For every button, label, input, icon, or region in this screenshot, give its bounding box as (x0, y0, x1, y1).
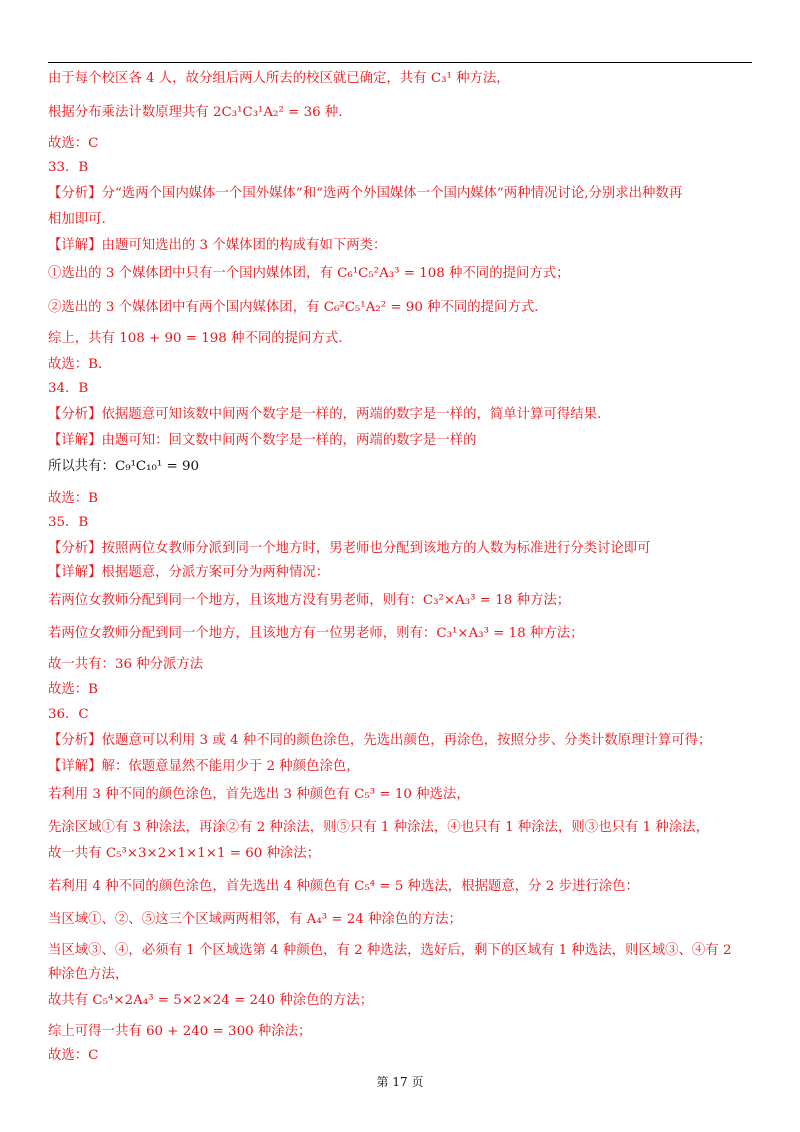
text-line: 【详解】由题可知：回文数中间两个数字是一样的，两端的数字是一样的 (48, 433, 477, 448)
text-line: 故选：C (48, 136, 99, 151)
text-line: 若两位女教师分配到同一个地方，且该地方没有男老师，则有：C₃²×A₃³ = 18 种方法； (48, 593, 571, 608)
text-line: 故选：C (48, 1048, 99, 1063)
text-line: 根据分布乘法计数原理共有 2C₃¹C₃¹A₂² = 36 种. (48, 105, 343, 120)
text-line: 当区域①、②、⑤这三个区域两两相邻，有 A₄³ = 24 种涂色的方法； (48, 912, 462, 927)
text-line: 综上，共有 108 + 90 = 198 种不同的提问方式. (48, 331, 343, 346)
text-line: 先涂区域①有 3 种涂法，再涂②有 2 种涂法，则⑤只有 1 种涂法，④也只有 1 种涂法，则③也只有 1 种涂法， (48, 820, 709, 835)
text-line: 【分析】按照两位女教师分派到同一个地方时，男老师也分配到该地方的人数为标准进行分类讨论即可 (48, 541, 651, 556)
text-line: 故选：B (48, 682, 99, 697)
text-line: 故选：B. (48, 357, 103, 372)
text-line: 34．B (48, 381, 89, 396)
text-line: 相加即可. (48, 212, 106, 227)
text-line: 【详解】解：依题意显然不能用少于 2 种颜色涂色， (48, 759, 360, 774)
text-line: ②选出的 3 个媒体团中有两个国内媒体团，有 C₆²C₅¹A₂² = 90 种不同的提问方式. (48, 300, 539, 315)
text-line: 【详解】根据题意，分派方案可分为两种情况： (48, 565, 330, 580)
text-line: 36．C (48, 707, 89, 722)
text-line: 若利用 3 种不同的颜色涂色，首先选出 3 种颜色有 C₅³ = 10 种选法， (48, 787, 470, 802)
text-line: 若利用 4 种不同的颜色涂色，首先选出 4 种颜色有 C₅⁴ = 5 种选法，根据题意，分 2 步进行涂色： (48, 879, 639, 894)
text-line: 故共有 C₅⁴×2A₄³ = 5×2×24 = 240 种涂色的方法； (48, 993, 374, 1008)
text-line: 故一共有：36 种分派方法 (48, 657, 204, 672)
text-line: ①选出的 3 个媒体团中只有一个国内媒体团，有 C₆¹C₅²A₃³ = 108 种不同的提问方式； (48, 266, 570, 281)
text-line: 35．B (48, 515, 89, 530)
text-line: 【详解】由题可知选出的 3 个媒体团的构成有如下两类： (48, 238, 387, 253)
text-line: 由于每个校区各 4 人，故分组后两人所去的校区就已确定，共有 C₃¹ 种方法， (48, 71, 510, 86)
text-line: 当区域③、④，必须有 1 个区域选第 4 种颜色，有 2 种选法，选好后，剩下的区域有 1 种选法，则区域③、④有 2 (48, 943, 732, 958)
text-line: 【分析】依据题意可知该数中间两个数字是一样的，两端的数字是一样的，简单计算可得结果. (48, 407, 602, 422)
text-line: 综上可得一共有 60 + 240 = 300 种涂法； (48, 1024, 312, 1039)
text-line: 所以共有：C₉¹C₁₀¹ = 90 (48, 459, 200, 474)
text-line: 故一共有 C₅³×3×2×1×1×1 = 60 种涂法； (48, 846, 321, 861)
page-number: 第 17 页 (376, 1075, 424, 1089)
header-rule (48, 62, 752, 63)
text-line: 【分析】分“选两个国内媒体一个国外媒体”和“选两个外国媒体一个国内媒体”两种情况讨论,分别求出种数再 (48, 186, 683, 201)
text-line: 【分析】依题意可以利用 3 或 4 种不同的颜色涂色，先选出颜色，再涂色，按照分步、分类计数原理计算可得； (48, 733, 712, 748)
text-line: 若两位女教师分配到同一个地方，且该地方有一位男老师，则有：C₃¹×A₃³ = 18 种方法； (48, 626, 584, 641)
text-line: 33．B (48, 160, 89, 175)
text-line: 故选：B (48, 491, 99, 506)
text-line: 种涂色方法， (48, 967, 129, 982)
